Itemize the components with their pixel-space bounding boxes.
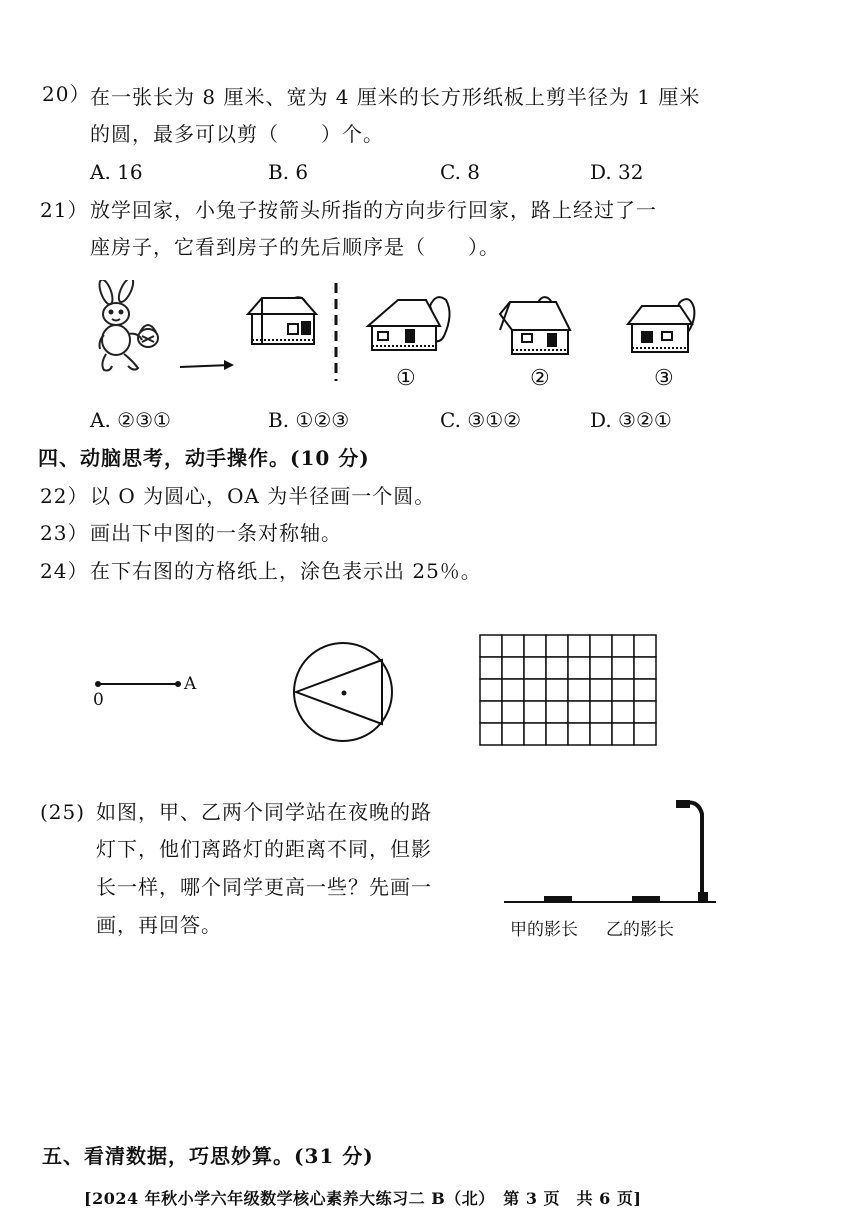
q25-line1: 如图，甲、乙两个同学站在夜晚的路	[96, 800, 432, 824]
grid-cell[interactable]	[546, 657, 568, 679]
grid-cell[interactable]	[590, 657, 612, 679]
grid-cell[interactable]	[480, 701, 502, 723]
q21-option-c: C. ③①②	[440, 408, 522, 432]
grid-cell[interactable]	[480, 679, 502, 701]
grid-cell[interactable]	[634, 679, 656, 701]
grid-cell[interactable]	[524, 635, 546, 657]
grid-cell[interactable]	[524, 701, 546, 723]
grid-cell[interactable]	[568, 723, 590, 745]
grid-cell[interactable]	[568, 701, 590, 723]
q24-number: 24）	[40, 559, 89, 583]
grid-cell[interactable]	[502, 701, 524, 723]
grid-cell[interactable]	[590, 679, 612, 701]
direction-arrow	[178, 355, 238, 375]
grid-cell[interactable]	[524, 679, 546, 701]
rabbit-figure	[92, 280, 172, 375]
q21-option-d: D. ③②①	[590, 408, 672, 432]
q20-option-a: A. 16	[90, 160, 143, 184]
grid-cell[interactable]	[546, 723, 568, 745]
grid-cell[interactable]	[634, 701, 656, 723]
q22-text: 以 O 为圆心，OA 为半径画一个圆。	[90, 484, 436, 508]
house-2	[496, 292, 576, 364]
section5-title: 五、看清数据，巧思妙算。(31 分)	[42, 1144, 374, 1168]
segment-oa	[90, 676, 190, 696]
house-1	[364, 292, 460, 362]
grid-cell[interactable]	[524, 723, 546, 745]
grid-cell[interactable]	[590, 701, 612, 723]
grid-cell[interactable]	[568, 635, 590, 657]
grid-cell[interactable]	[502, 723, 524, 745]
q25-line2: 灯下，他们离路灯的距离不同，但影	[96, 837, 432, 861]
q25-line3: 长一样，哪个同学更高一些？先画一	[96, 875, 432, 899]
grid-cell[interactable]	[524, 657, 546, 679]
grid-cell[interactable]	[546, 635, 568, 657]
grid-cell[interactable]	[634, 723, 656, 745]
section4-title: 四、动脑思考，动手操作。(10 分)	[38, 446, 370, 470]
square-grid[interactable]	[478, 633, 660, 747]
grid-cell[interactable]	[634, 657, 656, 679]
house-3	[624, 294, 704, 364]
street-lamp-figure	[504, 796, 720, 908]
grid-cell[interactable]	[546, 701, 568, 723]
grid-cell[interactable]	[612, 723, 634, 745]
grid-cell[interactable]	[568, 657, 590, 679]
grid-cell[interactable]	[612, 635, 634, 657]
q21-line1: 放学回家，小兔子按箭头所指的方向步行回家，路上经过了一	[90, 198, 657, 222]
house-reference	[244, 288, 324, 358]
q20-line2: 的圆，最多可以剪（ ）个。	[90, 122, 384, 146]
yi-shadow-label: 乙的影长	[606, 920, 674, 940]
q20-line1: 在一张长为 8 厘米、宽为 4 厘米的长方形纸板上剪半径为 1 厘米	[90, 85, 701, 109]
jia-shadow-label: 甲的影长	[510, 920, 578, 940]
grid-cell[interactable]	[480, 723, 502, 745]
q22-number: 22）	[40, 484, 89, 508]
grid-cell[interactable]	[502, 657, 524, 679]
grid-cell[interactable]	[502, 635, 524, 657]
grid-cell[interactable]	[546, 679, 568, 701]
q20-option-c: C. 8	[440, 160, 481, 184]
q23-text: 画出下中图的一条对称轴。	[90, 521, 342, 545]
house-3-label: ③	[654, 366, 674, 391]
grid-cell[interactable]	[634, 635, 656, 657]
q23-number: 23）	[40, 521, 89, 545]
q20-option-b: B. 6	[268, 160, 309, 184]
q24-text: 在下右图的方格纸上，涂色表示出 25％。	[90, 559, 482, 583]
grid-cell[interactable]	[612, 679, 634, 701]
grid-cell[interactable]	[568, 679, 590, 701]
grid-cell[interactable]	[612, 701, 634, 723]
q21-number: 21）	[40, 198, 89, 222]
house-1-label: ①	[396, 366, 416, 391]
grid-cell[interactable]	[480, 635, 502, 657]
q25-line4: 画，再回答。	[96, 913, 222, 937]
grid-cell[interactable]	[612, 657, 634, 679]
q20-number: 20）	[42, 82, 91, 106]
q21-option-a: A. ②③①	[90, 408, 171, 432]
grid-cell[interactable]	[590, 723, 612, 745]
point-a-label: A	[184, 674, 197, 694]
grid-cell[interactable]	[590, 635, 612, 657]
grid-cell[interactable]	[480, 657, 502, 679]
house-2-label: ②	[530, 366, 550, 391]
q21-line2: 座房子，它看到房子的先后顺序是（ ）。	[90, 235, 500, 259]
point-o-label: 0	[93, 690, 104, 710]
q20-option-d: D. 32	[590, 160, 644, 184]
page-footer: [2024 年秋小学六年级数学核心素养大练习二 B（北） 第 3 页 共 6 页]	[84, 1189, 642, 1208]
q25-number: (25)	[40, 800, 86, 824]
grid-cell[interactable]	[502, 679, 524, 701]
dashed-separator	[332, 283, 340, 381]
circle-triangle-figure	[290, 636, 396, 748]
q21-option-b: B. ①②③	[268, 408, 350, 432]
